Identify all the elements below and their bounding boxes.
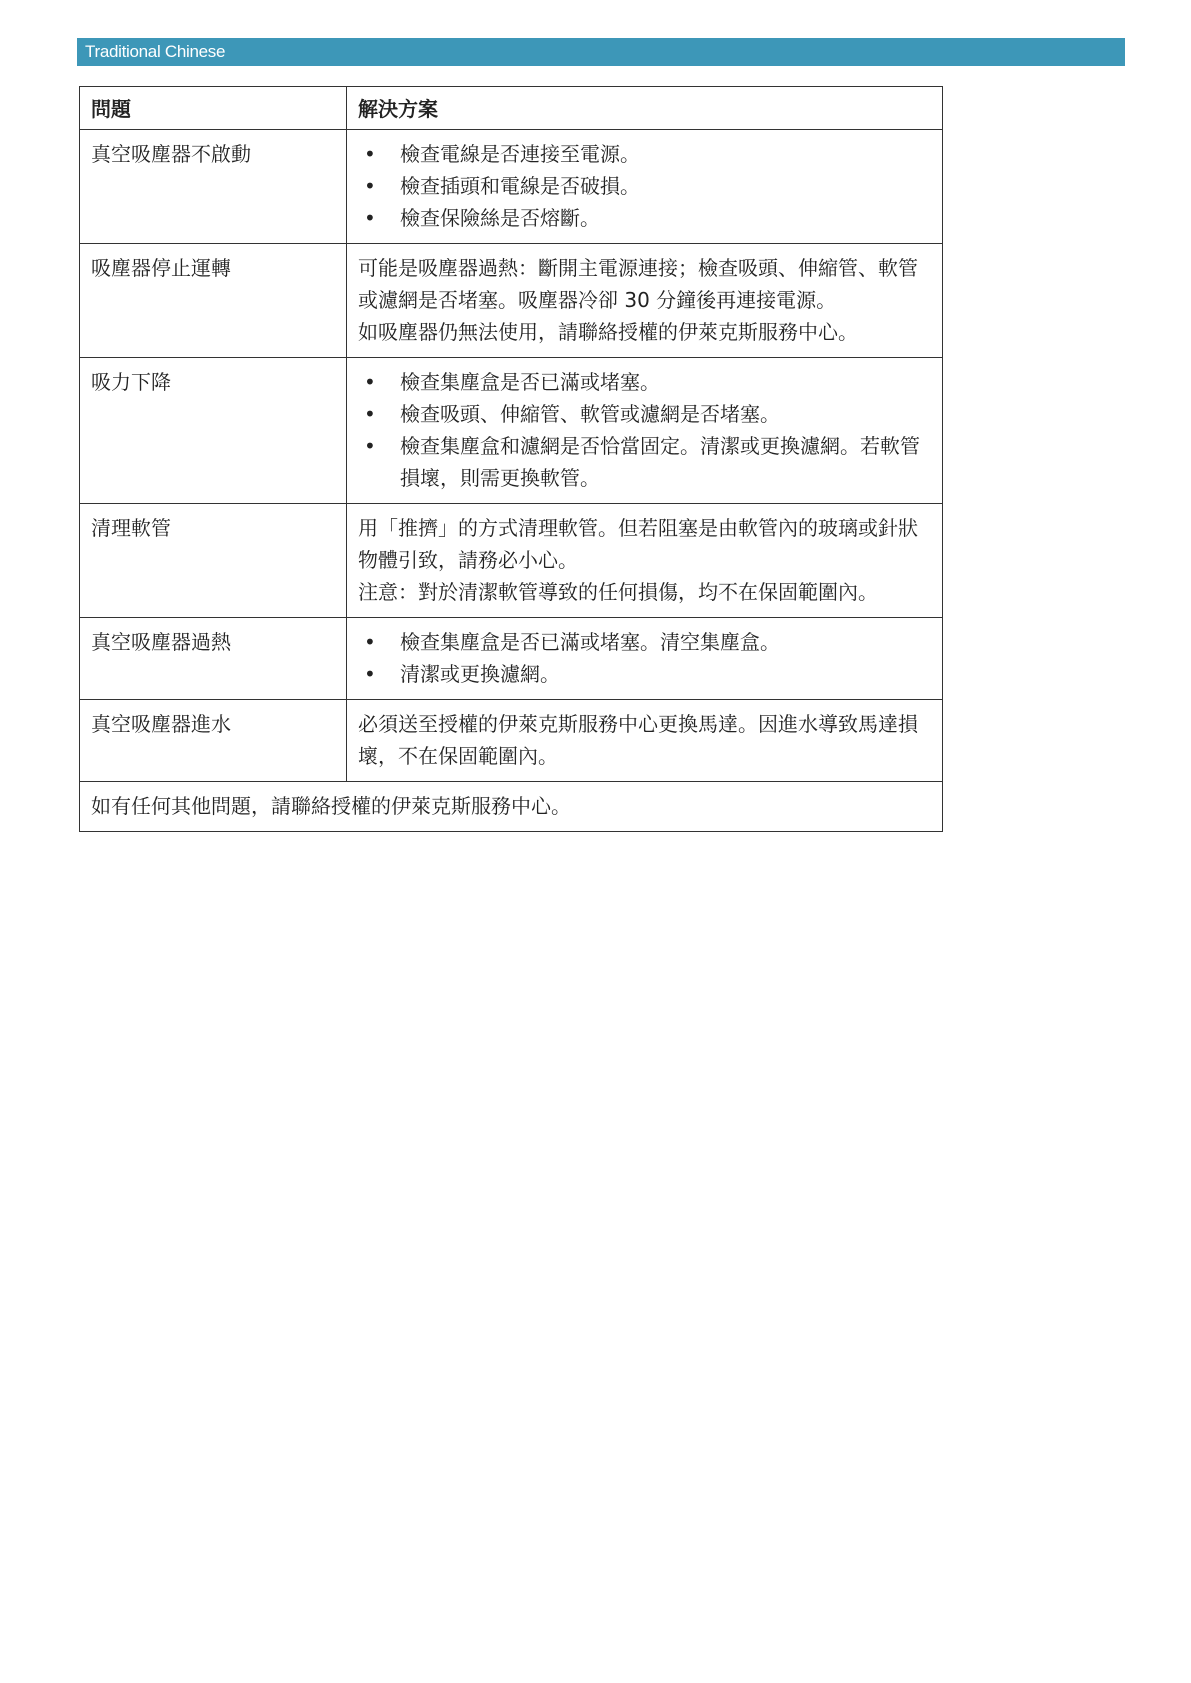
problem-cell: 吸塵器停止運轉 [80,244,347,358]
solution-cell [347,130,943,244]
table-row [80,700,943,782]
solution-list [358,138,932,234]
solution-list [358,366,932,494]
column-header-problem: 問題 [80,87,347,130]
table-header-row [80,87,943,130]
solution-list [358,626,932,690]
solution-cell [347,700,943,782]
list-item: • 檢查電線是否連接至電源。 [358,138,932,170]
solution-cell [347,618,943,700]
list-item: • 檢查集塵盒是否已滿或堵塞。清空集塵盒。 [358,626,932,658]
solution-cell [347,504,943,618]
list-item: • 檢查集塵盒是否已滿或堵塞。 [358,366,932,398]
problem-cell: 真空吸塵器不啟動 [80,130,347,244]
solution-note: 注意：對於清潔軟管導致的任何損傷，均不在保固範圍內。 [358,580,878,604]
table-row [80,504,943,618]
column-header-solution: 解決方案 [347,87,943,130]
list-item: • 檢查插頭和電線是否破損。 [358,170,932,202]
solution-paragraph: 如吸塵器仍無法使用，請聯絡授權的伊萊克斯服務中心。 [358,320,858,344]
list-item: • 檢查集塵盒和濾網是否恰當固定。清潔或更換濾網。若軟管損壞，則需更換軟管。 [358,430,932,494]
table-row [80,358,943,504]
solution-paragraph: 用「推擠」的方式清理軟管。但若阻塞是由軟管內的玻璃或針狀物體引致，請務必小心。 [358,516,918,572]
list-item: • 清潔或更換濾網。 [358,658,932,690]
list-item: • 檢查吸頭、伸縮管、軟管或濾網是否堵塞。 [358,398,932,430]
table-row [80,244,943,358]
solution-cell [347,244,943,358]
table-footer-row [80,782,943,832]
solution-cell [347,358,943,504]
table-row [80,618,943,700]
solution-paragraph: 可能是吸塵器過熱：斷開主電源連接；檢查吸頭、伸縮管、軟管或濾網是否堵塞。吸塵器冷卻 30 分鐘後再連接電源。 [358,256,918,312]
language-label: Traditional Chinese [85,42,226,61]
list-item: • 檢查保險絲是否熔斷。 [358,202,932,234]
table-row [80,130,943,244]
problem-cell: 真空吸塵器進水 [80,700,347,782]
language-header-bar [77,38,1125,66]
troubleshooting-table [79,86,943,832]
solution-paragraph: 必須送至授權的伊萊克斯服務中心更換馬達。因進水導致馬達損壞，不在保固範圍內。 [358,712,918,768]
problem-cell: 吸力下降 [80,358,347,504]
table-footer-note: 如有任何其他問題，請聯絡授權的伊萊克斯服務中心。 [80,782,943,832]
problem-cell: 真空吸塵器過熱 [80,618,347,700]
problem-cell: 清理軟管 [80,504,347,618]
